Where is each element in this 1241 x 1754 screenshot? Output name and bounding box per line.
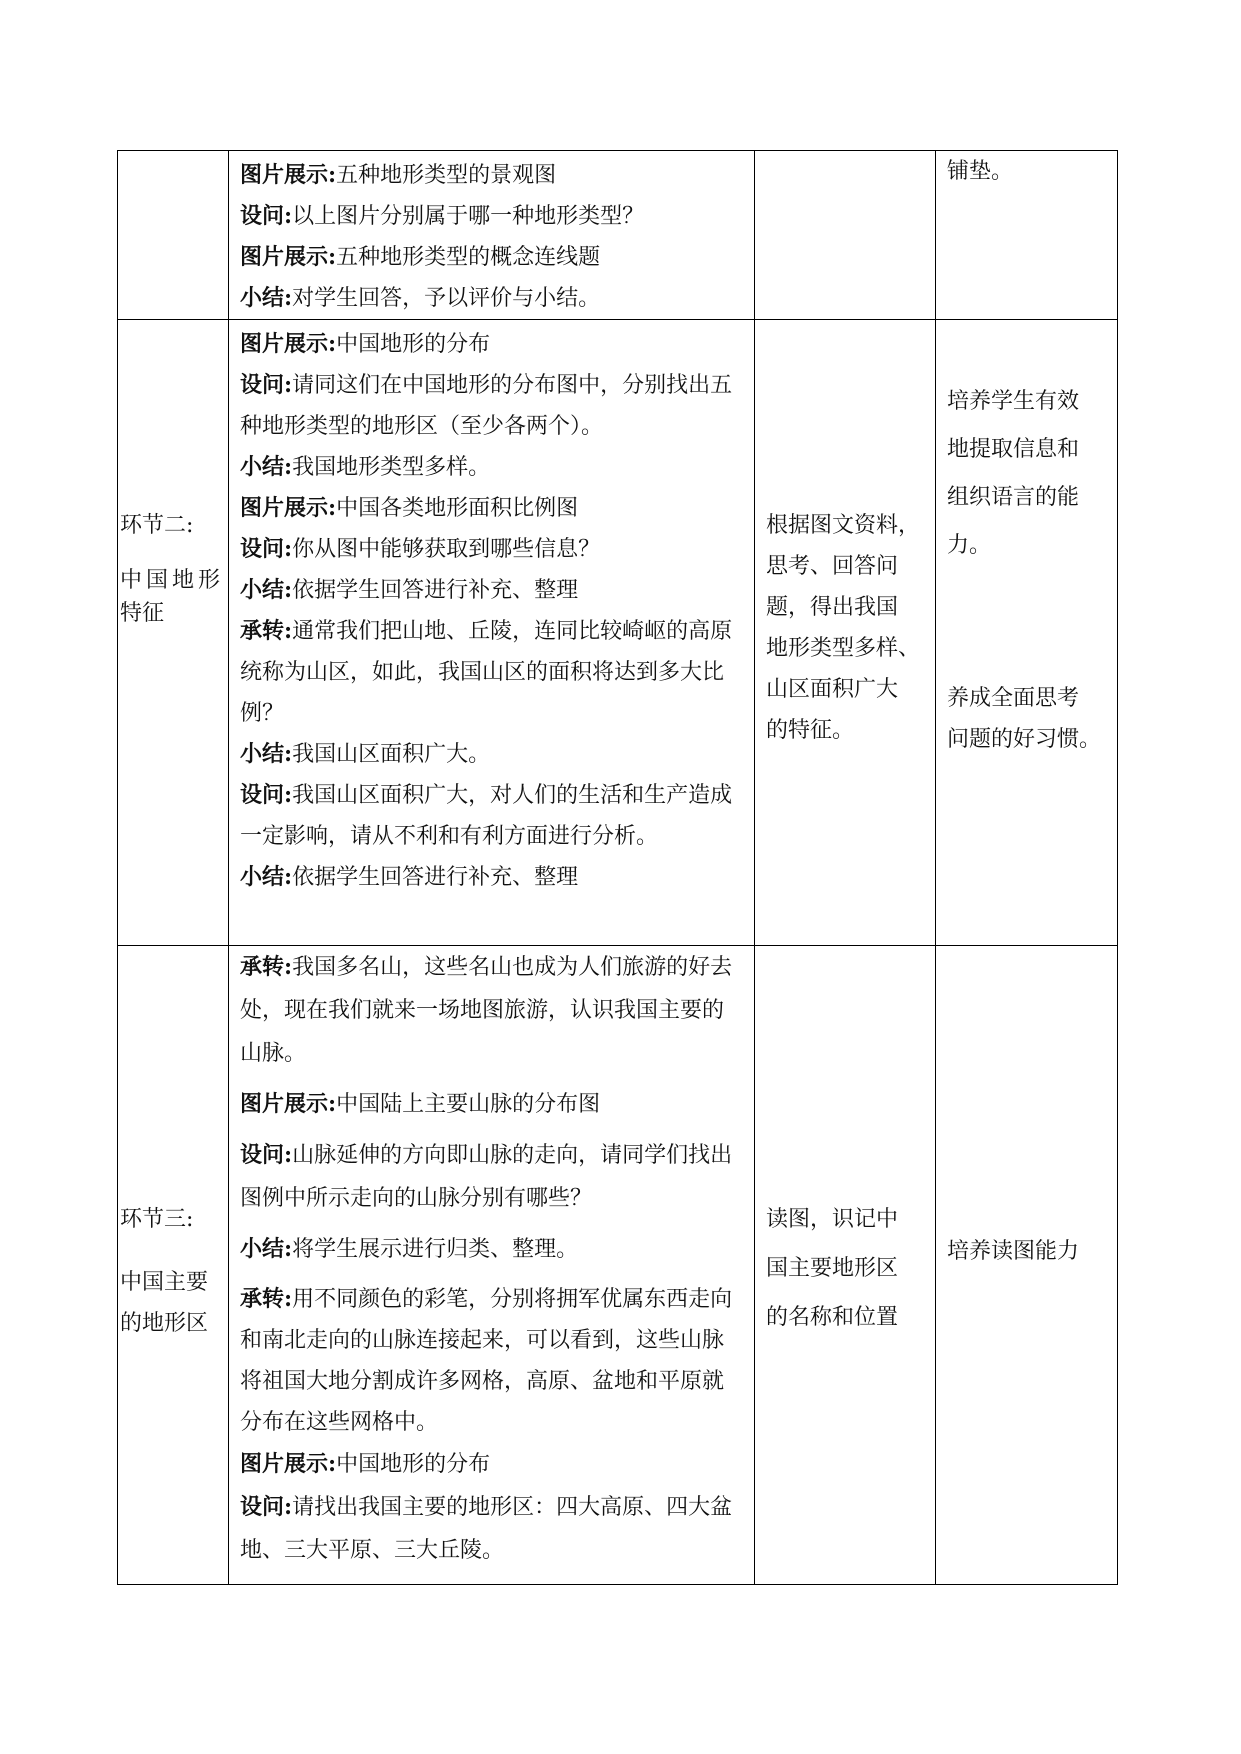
design-intent-cell bbox=[936, 946, 1118, 1585]
student-text-line: 地形类型多样、 bbox=[766, 636, 921, 661]
activity-line: 设问:山脉延伸的方向即山脉的走向，请同学们找出图例中所示走向的山脉分别有哪些？ bbox=[240, 1142, 733, 1211]
activity-line: 承转:我国多名山，这些名山也成为人们旅游的好去处，现在我们就来一场地图旅游，认识我国主要的山脉。 bbox=[240, 954, 733, 1066]
activity-line: 小结:将学生展示进行归类、整理。 bbox=[240, 1236, 579, 1262]
stage-title-line: 特征 bbox=[120, 601, 165, 626]
activity-line: 设问:请同这们在中国地形的分布图中，分别找出五种地形类型的地形区（至少各两个）。 bbox=[240, 372, 733, 439]
student-text-line: 题，得出我国 bbox=[766, 595, 899, 620]
activity-line: 承转:通常我们把山地、丘陵，连同比较崎岖的高原统称为山区，如此，我国山区的面积将达到多大比例？ bbox=[240, 618, 733, 726]
activity-line: 图片展示:五种地形类型的概念连线题 bbox=[240, 244, 601, 270]
stage-cell bbox=[118, 946, 229, 1585]
intent-text-line: 培养学生有效 bbox=[947, 389, 1080, 414]
activity-line: 小结:依据学生回答进行补充、整理 bbox=[240, 864, 579, 890]
activity-line: 图片展示:中国地形的分布 bbox=[240, 1451, 491, 1477]
stage-title-line: 的地形区 bbox=[120, 1311, 209, 1336]
student-text-line: 国主要地形区 bbox=[766, 1256, 899, 1281]
student-text-line: 山区面积广大 bbox=[766, 677, 899, 702]
student-text-line: 思考、回答问 bbox=[766, 554, 899, 579]
activity-line: 设问:以上图片分别属于哪一种地形类型？ bbox=[240, 203, 645, 229]
design-intent-cell bbox=[936, 320, 1118, 946]
intent-text-line: 地提取信息和 bbox=[947, 437, 1080, 462]
table-row bbox=[118, 151, 1118, 320]
activity-line: 小结:依据学生回答进行补充、整理 bbox=[240, 577, 579, 603]
activity-line: 图片展示:中国地形的分布 bbox=[240, 331, 491, 357]
design-intent-cell bbox=[936, 151, 1118, 320]
teacher-activity-cell bbox=[229, 320, 755, 946]
intent-text-line: 培养读图能力 bbox=[947, 1239, 1080, 1264]
student-activity-cell bbox=[755, 151, 936, 320]
stage-label: 环节二: bbox=[120, 513, 194, 538]
table-row bbox=[118, 946, 1118, 1585]
student-text-line: 的名称和位置 bbox=[766, 1305, 899, 1330]
activity-line: 设问:请找出我国主要的地形区：四大高原、四大盆地、三大平原、三大丘陵。 bbox=[240, 1494, 733, 1563]
activity-line: 图片展示:中国各类地形面积比例图 bbox=[240, 495, 579, 521]
intent-text: 铺垫。 bbox=[947, 159, 1014, 184]
activity-line: 承转:用不同颜色的彩笔，分别将拥军优属东西走向和南北走向的山脉连接起来，可以看到，这些山脉将祖国大地分割成许多网格，高原、盆地和平原就分布在这些网格中。 bbox=[240, 1286, 733, 1435]
student-text-line: 读图，识记中 bbox=[766, 1207, 899, 1232]
activity-line: 设问:我国山区面积广大，对人们的生活和生产造成一定影响，请从不利和有利方面进行分析。 bbox=[240, 782, 733, 849]
student-activity-cell bbox=[755, 320, 936, 946]
stage-title-line: 中国主要 bbox=[120, 1270, 209, 1295]
stage-label: 环节三: bbox=[120, 1207, 194, 1232]
activity-line: 小结:对学生回答，予以评价与小结。 bbox=[240, 285, 601, 311]
teacher-activity-cell bbox=[229, 946, 755, 1585]
stage-title-line: 中国地形 bbox=[120, 568, 225, 593]
activity-line: 图片展示:中国陆上主要山脉的分布图 bbox=[240, 1091, 601, 1117]
teacher-activity-cell bbox=[229, 151, 755, 320]
intent-text-line: 养成全面思考 bbox=[947, 686, 1080, 711]
table-row bbox=[118, 320, 1118, 946]
activity-line: 图片展示:五种地形类型的景观图 bbox=[240, 162, 557, 188]
intent-text-line: 问题的好习惯。 bbox=[947, 727, 1102, 752]
stage-cell bbox=[118, 320, 229, 946]
activity-line: 小结:我国地形类型多样。 bbox=[240, 454, 491, 480]
activity-line: 小结:我国山区面积广大。 bbox=[240, 741, 491, 767]
lesson-plan-table bbox=[117, 150, 1118, 1585]
activity-line: 设问:你从图中能够获取到哪些信息？ bbox=[240, 536, 601, 562]
stage-cell bbox=[118, 151, 229, 320]
student-text-line: 的特征。 bbox=[766, 718, 855, 743]
student-text-line: 根据图文资料， bbox=[766, 513, 921, 538]
intent-text-line: 力。 bbox=[947, 533, 992, 558]
student-activity-cell bbox=[755, 946, 936, 1585]
intent-text-line: 组织语言的能 bbox=[947, 485, 1080, 510]
